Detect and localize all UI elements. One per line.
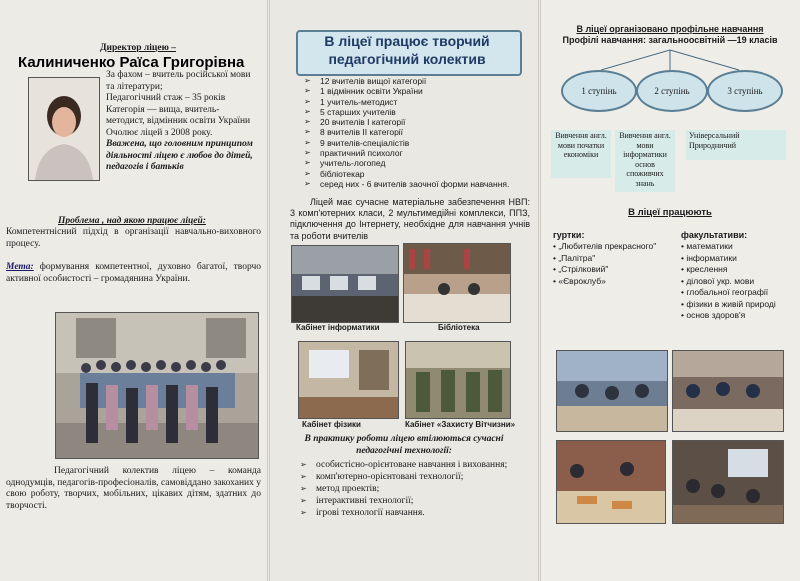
list-item: • фізики в живій природі — [681, 299, 799, 311]
class-photo-4 — [672, 440, 784, 524]
physics-room-photo — [298, 341, 399, 419]
list-item: ➢ учитель-логопед — [304, 158, 526, 168]
profile-heading: В ліцеї організовано профільне навчання — [576, 24, 764, 34]
director-name: Калиниченко Раїса Григорівна — [18, 54, 245, 71]
director-title: Директор ліцею – — [100, 43, 176, 53]
caption-defense: Кабінет «Захисту Вітчизни» — [405, 420, 516, 429]
class-photo-2 — [672, 350, 784, 432]
caption-library: Бібліотека — [438, 323, 480, 332]
list-item: ➢ особистісно-орієнтоване навчання і виховання; — [300, 459, 525, 471]
class-photo-1 — [556, 350, 668, 432]
list-item: ➢ 1 учитель-методист — [304, 97, 526, 107]
technologies-heading: В практику роботи ліцею втілюються сучасні педагогічні технології: — [304, 434, 504, 456]
defense-room-photo — [405, 341, 511, 419]
stage-1-notes: Вивчення англ. мови початки економіки — [551, 130, 611, 178]
bio-line: Категорія — вища, вчитель-методист, відмінник освіти України — [106, 104, 251, 126]
works-heading: В ліцеї працюють — [628, 207, 712, 218]
list-item: ➢ інтерактивні технології; — [300, 495, 525, 507]
list-item: • інформатики — [681, 253, 799, 265]
list-item: ➢ 12 вчителів вищої категорії — [304, 76, 526, 86]
caption-informatics: Кабінет інформатики — [296, 323, 380, 332]
clubs-label: гуртки: — [553, 230, 585, 240]
list-item: • глобальної географії — [681, 287, 799, 299]
list-item: ➢ практичний психолог — [304, 148, 526, 158]
list-item: ➢ комп'ютерно-орієнтовані технології; — [300, 471, 525, 483]
list-item: • „Палітра" — [553, 253, 683, 265]
problem-text: Компетентнісний підхід в організації навчально-виховного процесу. — [6, 227, 261, 249]
team-description: Педагогічний колектив ліцею – команда однодумців, педагогів-професіоналів, самовіддано закоханих у свою роботу, творчих, мобільних, цікавих дітям, здатних до творчості. — [6, 466, 261, 511]
list-item: ➢ бібліотекар — [304, 169, 526, 179]
list-item: ➢ 9 вчителів-спеціалістів — [304, 138, 526, 148]
technologies-list — [300, 459, 525, 519]
left-panel — [0, 0, 267, 581]
director-portrait — [28, 77, 100, 181]
director-quote: Вважена, що головним принципом діяльності ліцею є любов до дітей, педагогів і батьків — [106, 139, 253, 172]
page-title: В ліцеї працює творчий педагогічний колектив — [324, 33, 490, 67]
goal-paragraph — [6, 262, 261, 285]
bio-line: Очолює ліцей з 2008 року. — [106, 127, 213, 138]
material-base-text: Ліцей має сучасне матеріальне забезпечення НВП: 3 комп'ютерних класи, 2 мультимедійні комплекси, ППЗ, підключення до Інтернету, необхідне для навчання учнів та роботи вчителів — [290, 197, 530, 241]
caption-physics: Кабінет фізики — [302, 420, 361, 429]
stage-1-oval: 1 ступінь — [561, 70, 637, 112]
goal-label: Мета: — [6, 262, 34, 272]
list-item: ➢ серед них - 6 вчителів заочної форми навчання. — [304, 179, 526, 189]
electives-list — [681, 241, 799, 322]
stage-3-notes: Універсальний Природничий — [686, 130, 786, 160]
goal-text: формування компетентної, духовно багатої, творчо активної особистості – громадянина України. — [6, 262, 261, 284]
class-photo-3 — [556, 440, 666, 524]
list-item: ➢ 5 старших учителів — [304, 107, 526, 117]
list-item: ➢ 1 відмінник освіти України — [304, 86, 526, 96]
list-item: • основ здоров'я — [681, 310, 799, 322]
list-item: • математики — [681, 241, 799, 253]
list-item: • „Стрілковий" — [553, 264, 683, 276]
list-item: • „Любителів прекрасного" — [553, 241, 683, 253]
list-item: ➢ метод проектів; — [300, 483, 525, 495]
stage-2-oval: 2 ступінь — [636, 70, 708, 112]
staff-group-photo — [55, 312, 259, 459]
stage-3-oval: 3 ступінь — [707, 70, 783, 112]
stage-2-notes: Вивчення англ. мови інформатики основ споживчих знань — [615, 130, 675, 192]
clubs-list — [553, 241, 683, 287]
library-photo — [403, 243, 511, 323]
electives-label: факультативи: — [681, 230, 748, 240]
bio-line: Педагогічний стаж – 35 років — [106, 93, 226, 103]
informatics-room-photo — [291, 245, 399, 323]
list-item: ➢ ігрові технології навчання. — [300, 507, 525, 519]
bio-line: За фахом – вчитель російської мови та літератури; — [106, 70, 251, 92]
right-panel — [541, 0, 800, 581]
profile-subheading: Профілі навчання: загальноосвітній —19 класів — [562, 35, 778, 45]
list-item: ➢ 20 вчителів І категорії — [304, 117, 526, 127]
middle-panel — [270, 0, 538, 581]
list-item: ➢ 8 вчителів ІІ категорії — [304, 127, 526, 137]
list-item: • ділової укр. мови — [681, 276, 799, 288]
list-item: • креслення — [681, 264, 799, 276]
problem-heading: Проблема , над якою працює ліцей: — [58, 216, 206, 226]
list-item: • «Євроклуб» — [553, 276, 683, 288]
staff-list — [304, 76, 526, 189]
